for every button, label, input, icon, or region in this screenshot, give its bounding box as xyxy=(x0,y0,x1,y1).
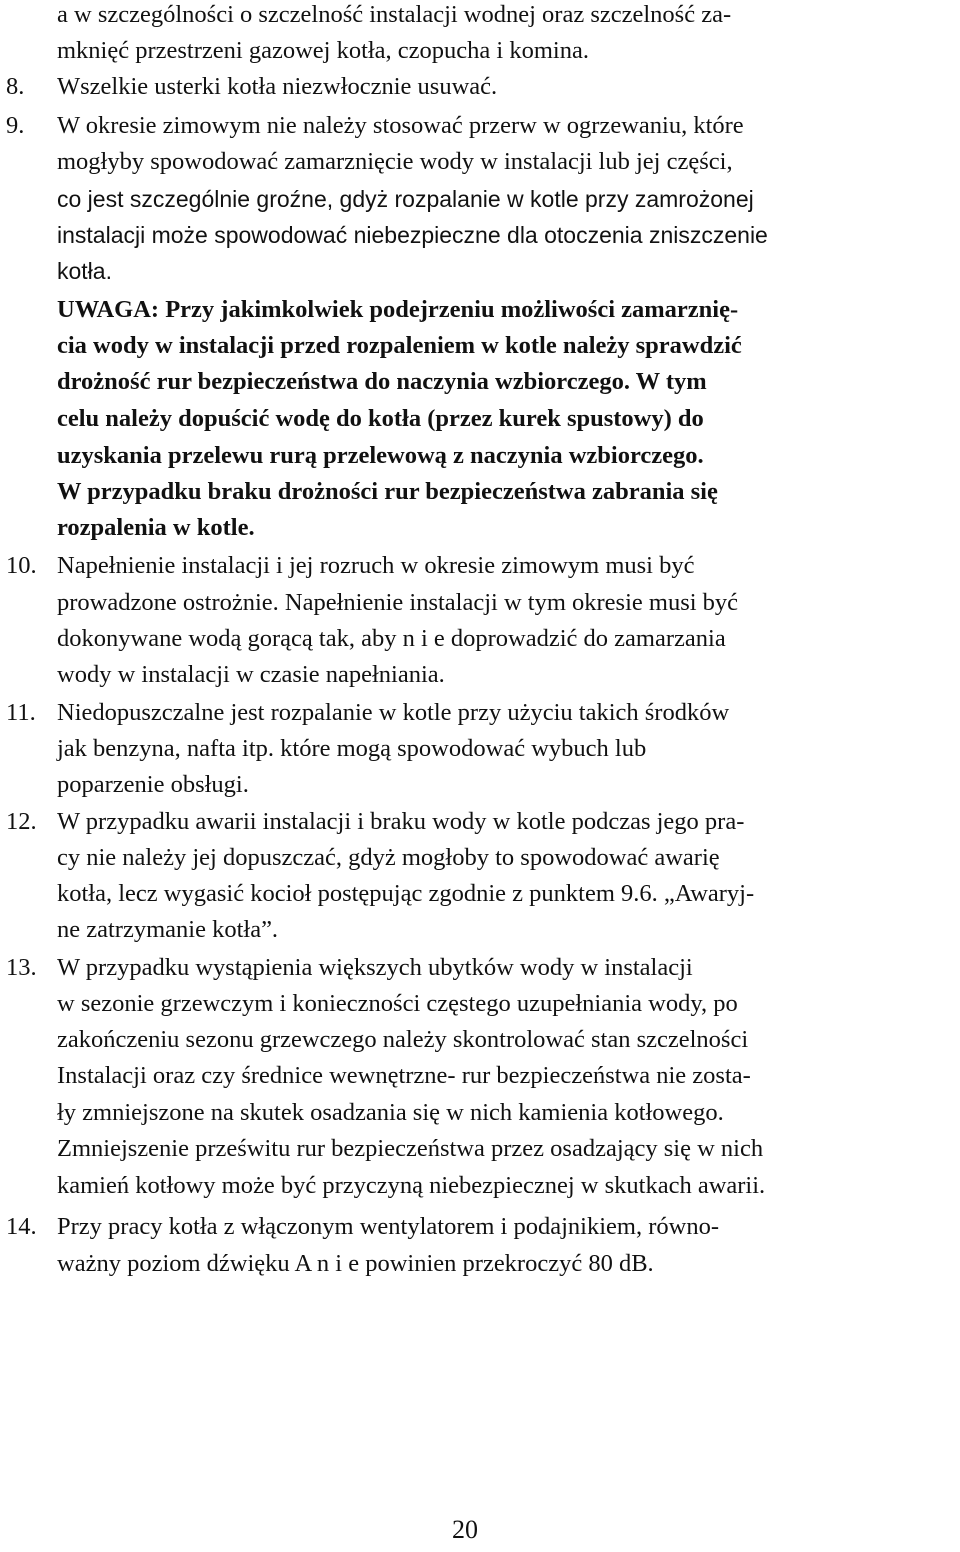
item-line: Instalacji oraz czy średnice wewnętrzne- rur bezpieczeństwa nie zosta- xyxy=(57,1062,751,1089)
warning-line: W przypadku braku drożności rur bezpieczeństwa zabrania się xyxy=(57,478,718,505)
item-line: ważny poziom dźwięku A n i e powinien przekroczyć 80 dB. xyxy=(57,1250,654,1277)
item-line: W przypadku wystąpienia większych ubytków wody w instalacji xyxy=(57,954,693,981)
item-line: wody w instalacji w czasie napełniania. xyxy=(57,661,445,688)
item-line: kotła. xyxy=(57,258,112,284)
item-line: jak benzyna, nafta itp. które mogą spowodować wybuch lub xyxy=(57,735,647,762)
item-line: ły zmniejszone na skutek osadzania się w nich kamienia kotłowego. xyxy=(57,1099,724,1126)
item-line: kotła, lecz wygasić kocioł postępując zgodnie z punktem 9.6. „Awaryj- xyxy=(57,880,755,907)
item-line: W przypadku awarii instalacji i braku wody w kotle podczas jego pra- xyxy=(57,808,745,835)
item-line: poparzenie obsługi. xyxy=(57,771,249,798)
item-line: zakończeniu sezonu grzewczego należy skontrolować stan szczelności xyxy=(57,1026,749,1053)
item-line: Przy pracy kotła z włączonym wentylatorem i podajnikiem, równo- xyxy=(57,1213,719,1240)
item-line: w sezonie grzewczym i konieczności częstego uzupełniania wody, po xyxy=(57,990,738,1017)
item-line: instalacji może spowodować niebezpieczne dla otoczenia zniszczenie xyxy=(57,222,768,248)
item-number: 14. xyxy=(6,1213,37,1240)
item-number: 8. xyxy=(6,73,25,100)
item-line: Niedopuszczalne jest rozpalanie w kotle przy użyciu takich środków xyxy=(57,699,730,726)
item-number: 9. xyxy=(6,112,25,139)
item-line: Zmniejszenie prześwitu rur bezpieczeństwa przez osadzający się w nich xyxy=(57,1135,764,1162)
item-line: ne zatrzymanie kotła”. xyxy=(57,916,279,943)
item-line: cy nie należy jej dopuszczać, gdyż mogłoby to spowodować awarię xyxy=(57,844,720,871)
item-line: mogłyby spowodować zamarznięcie wody w instalacji lub jej części, xyxy=(57,148,733,175)
warning-line: celu należy dopuścić wodę do kotła (przez kurek spustowy) do xyxy=(57,405,704,432)
item-line: Napełnienie instalacji i jej rozruch w okresie zimowym musi być xyxy=(57,552,695,579)
item-number: 11. xyxy=(6,699,36,726)
item-number: 10. xyxy=(6,552,37,579)
warning-line: rozpalenia w kotle. xyxy=(57,514,255,541)
item-line: dokonywane wodą gorącą tak, aby n i e doprowadzić do zamarzania xyxy=(57,625,726,652)
warning-line: UWAGA: Przy jakimkolwiek podejrzeniu możliwości zamarznię- xyxy=(57,296,739,323)
item-line: co jest szczególnie groźne, gdyż rozpalanie w kotle przy zamrożonej xyxy=(57,186,754,212)
item-line: prowadzone ostrożnie. Napełnienie instalacji w tym okresie musi być xyxy=(57,589,739,616)
item-line: W okresie zimowym nie należy stosować przerw w ogrzewaniu, które xyxy=(57,112,744,139)
page-number: 20 xyxy=(452,1515,478,1544)
warning-line: cia wody w instalacji przed rozpaleniem w kotle należy sprawdzić xyxy=(57,332,742,359)
intro-line: a w szczególności o szczelność instalacji wodnej oraz szczelność za- xyxy=(57,1,732,28)
item-line: kamień kotłowy może być przyczyną niebezpiecznej w skutkach awarii. xyxy=(57,1172,766,1199)
item-line: Wszelkie usterki kotła niezwłocznie usuwać. xyxy=(57,73,498,100)
warning-line: uzyskania przelewu rurą przelewową z naczynia wzbiorczego. xyxy=(57,442,704,469)
item-number: 12. xyxy=(6,808,37,835)
intro-line: mknięć przestrzeni gazowej kotła, czopucha i komina. xyxy=(57,37,589,64)
item-number: 13. xyxy=(6,954,37,981)
warning-line: drożność rur bezpieczeństwa do naczynia wzbiorczego. W tym xyxy=(57,368,707,395)
